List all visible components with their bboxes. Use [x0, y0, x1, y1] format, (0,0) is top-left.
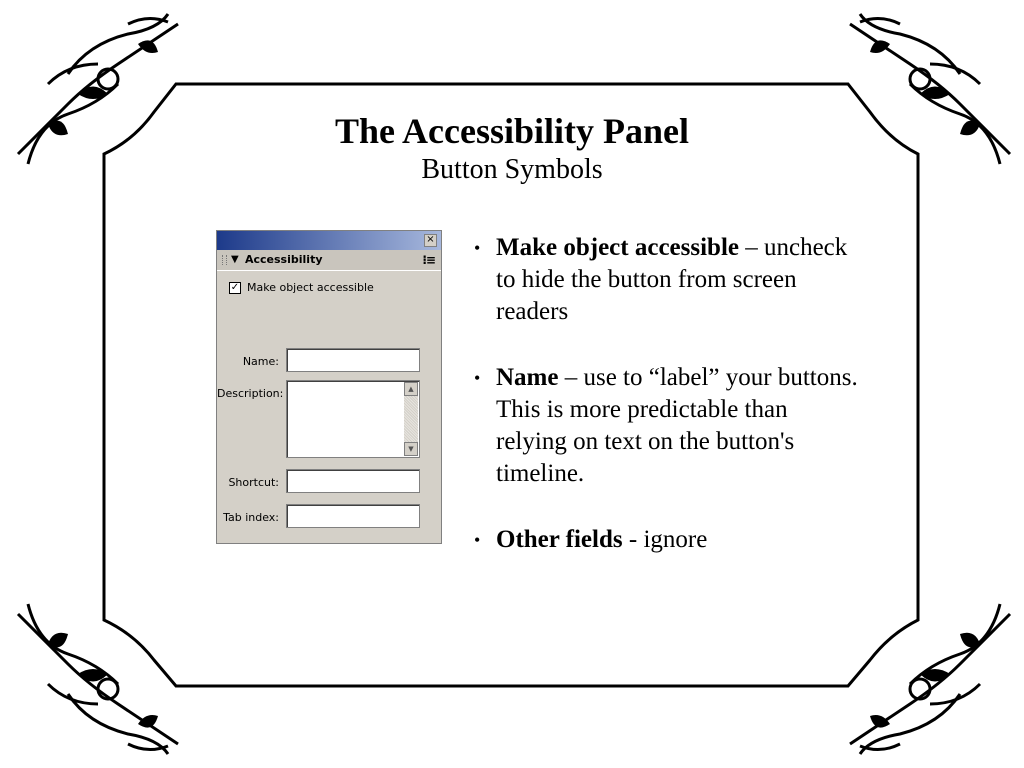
make-accessible-checkbox[interactable]: ✓: [230, 281, 240, 293]
bullet-bold: Make object accessible: [496, 234, 739, 261]
bullet-item: [472, 362, 862, 490]
bullet-text: - ignore: [622, 526, 708, 553]
slide-subtitle: Button Symbols: [421, 154, 603, 185]
description-field[interactable]: [286, 380, 420, 458]
bullet-bold: Name: [496, 364, 559, 391]
description-scrollbar[interactable]: [404, 382, 418, 456]
bullet-dot-icon: •: [474, 368, 481, 388]
panel-titlebar: [217, 231, 441, 250]
description-label: Description:: [217, 387, 284, 400]
options-menu-icon[interactable]: ⁝≡: [422, 253, 435, 267]
ornament-bottom-right-icon: [840, 584, 1020, 764]
panel-header-label: Accessibility: [245, 253, 323, 266]
slide-title: The Accessibility Panel: [335, 111, 689, 151]
close-icon[interactable]: ×: [424, 234, 437, 247]
bullet-text: – uncheck to hide the button from screen readers: [496, 234, 848, 325]
grip-icon[interactable]: [222, 255, 227, 265]
bullet-dot-icon: •: [474, 238, 481, 258]
make-accessible-label: Make object accessible: [247, 281, 374, 294]
make-accessible-row[interactable]: [229, 281, 374, 294]
bullet-item: [472, 524, 862, 556]
collapse-arrow-icon[interactable]: ▼: [231, 254, 239, 265]
name-field[interactable]: [286, 348, 420, 372]
tab-index-label: Tab index:: [223, 511, 279, 524]
shortcut-label: Shortcut:: [228, 476, 279, 489]
bullet-list: [472, 232, 862, 590]
scroll-down-icon[interactable]: ▼: [404, 442, 418, 456]
bullet-item: [472, 232, 862, 328]
panel-header[interactable]: [217, 250, 441, 271]
bullet-text: – use to “label” your buttons. This is more predictable than relying on text on the button's timeline.: [496, 364, 858, 487]
accessibility-panel: [216, 230, 442, 544]
bullet-dot-icon: •: [474, 530, 481, 550]
ornament-bottom-left-icon: [8, 584, 188, 764]
tab-index-field[interactable]: [286, 504, 420, 528]
name-label: Name:: [242, 355, 279, 368]
shortcut-field[interactable]: [286, 469, 420, 493]
scroll-up-icon[interactable]: ▲: [404, 382, 418, 396]
bullet-bold: Other fields: [496, 526, 623, 553]
